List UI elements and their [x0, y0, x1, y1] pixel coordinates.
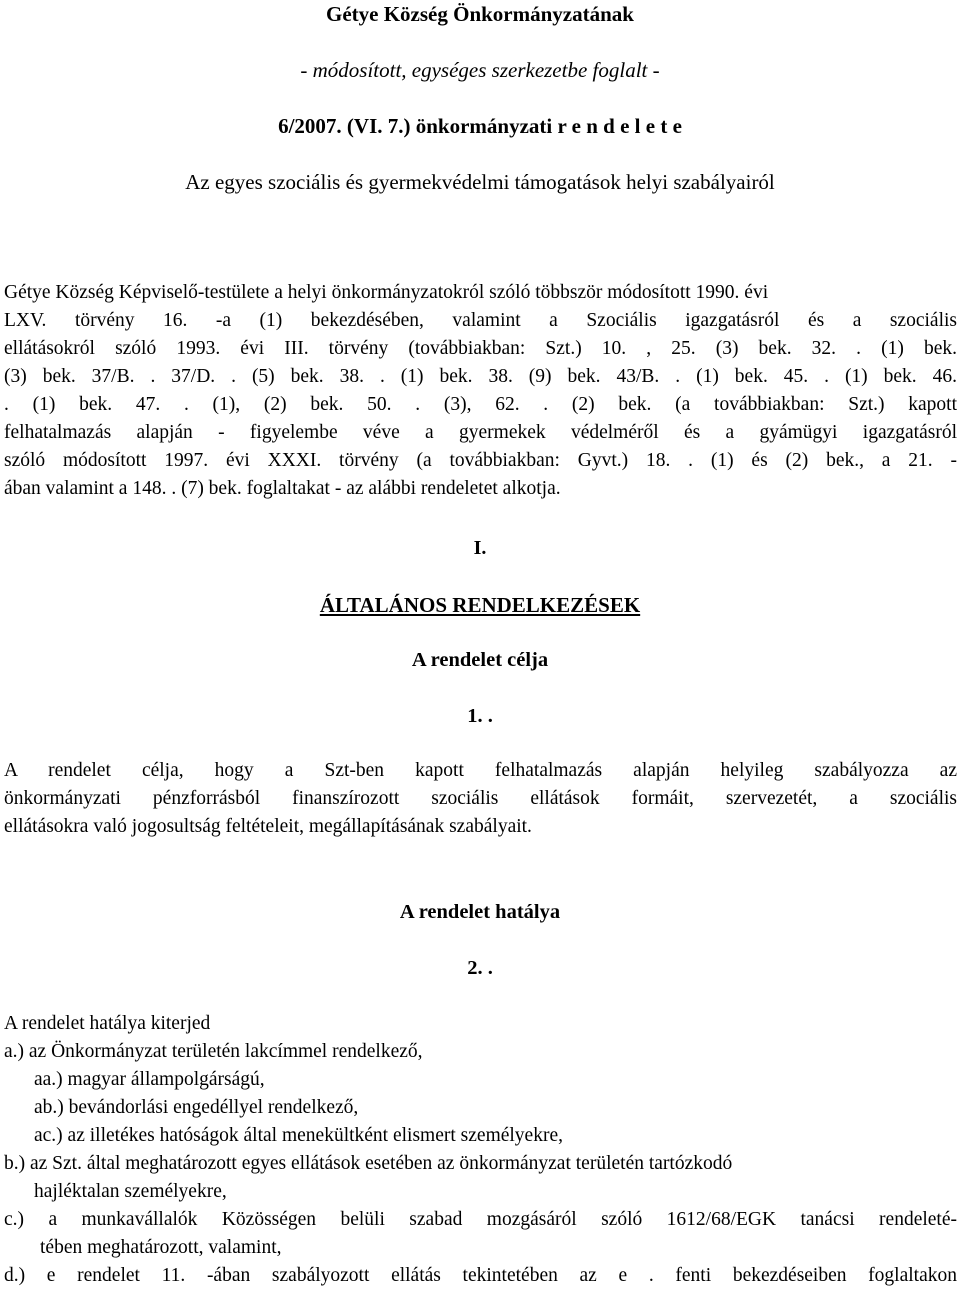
preamble-line: . (1) bek. 47. . (1), (2) bek. 50. . (3), 62. . (2) bek. (a továbbiakban: Szt.) kapott	[4, 394, 957, 415]
document-consolidation-note: - módosított, egységes szerkezetbe foglalt -	[300, 58, 660, 82]
document-decree-number: 6/2007. (VI. 7.) önkormányzati r e n d e l e t e	[278, 114, 682, 138]
list-item-continuation: hajléktalan személyekre,	[34, 1181, 227, 1202]
list-item: aa.) magyar állampolgárságú,	[34, 1069, 265, 1090]
list-item-continuation: tében meghatározott, valamint,	[40, 1237, 282, 1258]
preamble-line: LXV. törvény 16. -a (1) bekezdésében, valamint a Szociális igazgatásról és a szociális	[4, 310, 957, 331]
section1-line: önkormányzati pénzforrásból finanszírozott szociális ellátások formáit, szervezetét, a szociális	[4, 788, 957, 809]
section-heading: A rendelet célja	[411, 649, 549, 671]
list-item: ac.) az illetékes hatóságok által menekültként elismert személyekre,	[34, 1125, 563, 1146]
preamble-line: Gétye Község Képviselő-testülete a helyi önkormányzatokról szóló többször módosított 1990. évi	[4, 282, 769, 303]
preamble-line: felhatalmazás alapján - figyelembe véve a gyermekek védelméről és a gyámügyi igazgatásról	[4, 422, 957, 443]
chapter-title: ÁLTALÁNOS RENDELKEZÉSEK	[319, 593, 641, 617]
chapter-number: I.	[473, 537, 487, 559]
paragraph-number: 1. .	[467, 705, 493, 727]
list-item: d.) e rendelet 11. -ában szabályozott ellátás tekintetében az e . fenti bekezdéseiben foglaltakon	[4, 1265, 957, 1286]
preamble-line: ában valamint a 148. . (7) bek. foglaltakat - az alábbi rendeletet alkotja.	[4, 478, 561, 499]
list-item: c.) a munkavállalók Közösségen belüli szabad mozgásáról szóló 1612/68/EGK tanácsi rendeleté-	[4, 1209, 957, 1230]
list-item: b.) az Szt. által meghatározott egyes ellátások esetében az önkormányzat területén tartózkodó	[4, 1153, 733, 1174]
section2-intro: A rendelet hatálya kiterjed	[4, 1013, 211, 1034]
list-item: a.) az Önkormányzat területén lakcímmel rendelkező,	[4, 1041, 423, 1062]
section1-line: ellátásokra való jogosultság feltételeit, megállapításának szabályait.	[4, 816, 532, 837]
section-heading: A rendelet hatálya	[399, 901, 561, 923]
preamble-line: (3) bek. 37/B. . 37/D. . (5) bek. 38. . (1) bek. 38. (9) bek. 43/B. . (1) bek. 45. . (1) bek. 46.	[4, 366, 957, 387]
paragraph-number: 2. .	[467, 957, 493, 979]
section1-line: A rendelet célja, hogy a Szt-ben kapott felhatalmazás alapján helyileg szabályozza az	[4, 760, 957, 781]
document-issuer: Gétye Község Önkormányzatának	[326, 2, 634, 26]
list-item: ab.) bevándorlási engedéllyel rendelkező,	[34, 1097, 359, 1118]
preamble-line: ellátásokról szóló 1993. évi III. törvény (továbbiakban: Szt.) 10. , 25. (3) bek. 32. . (1) bek.	[4, 338, 957, 359]
preamble-line: szóló módosított 1997. évi XXXI. törvény (a továbbiakban: Gyvt.) 18. . (1) és (2) bek., a 21. -	[4, 450, 957, 471]
document-title: Az egyes szociális és gyermekvédelmi támogatások helyi szabályairól	[185, 170, 775, 194]
